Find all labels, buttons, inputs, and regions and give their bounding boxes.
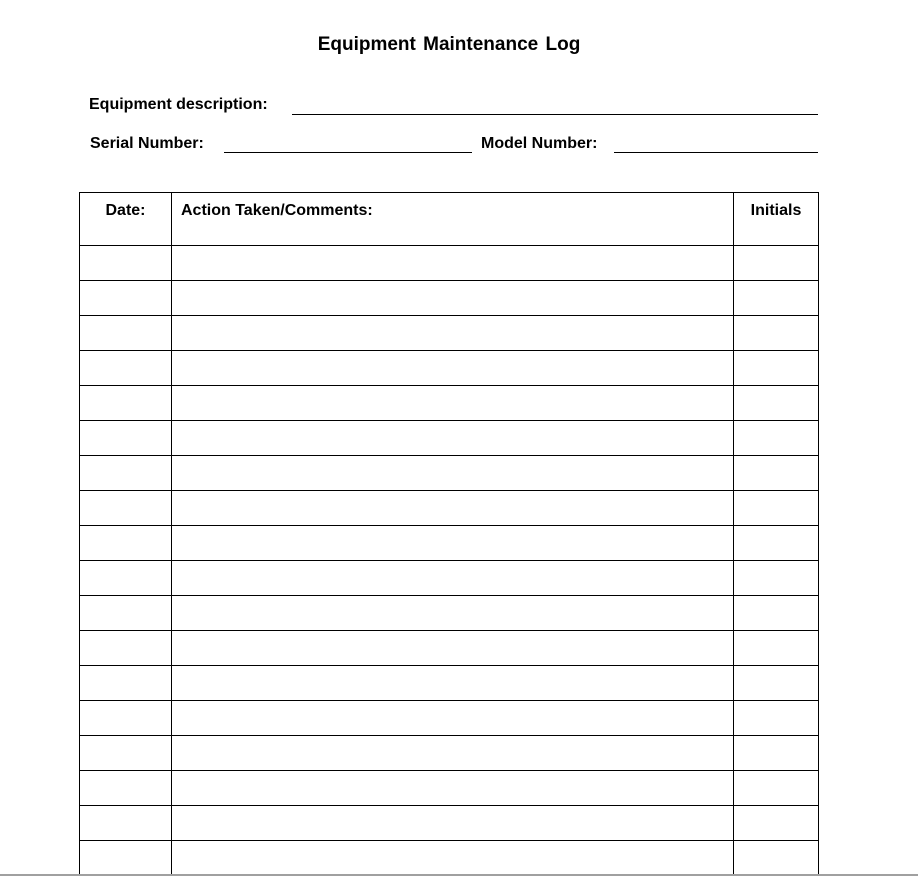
initials-cell[interactable] bbox=[734, 561, 819, 596]
initials-cell[interactable] bbox=[734, 596, 819, 631]
date-column-header: Date: bbox=[80, 193, 172, 246]
initials-cell[interactable] bbox=[734, 316, 819, 351]
action-cell[interactable] bbox=[172, 316, 734, 351]
initials-cell[interactable] bbox=[734, 421, 819, 456]
model-number-label: Model Number: bbox=[481, 135, 598, 152]
initials-cell[interactable] bbox=[734, 526, 819, 561]
initials-cell[interactable] bbox=[734, 281, 819, 316]
date-cell[interactable] bbox=[80, 736, 172, 771]
date-cell[interactable] bbox=[80, 561, 172, 596]
date-cell[interactable] bbox=[80, 806, 172, 841]
action-cell[interactable] bbox=[172, 771, 734, 806]
initials-cell[interactable] bbox=[734, 701, 819, 736]
initials-cell[interactable] bbox=[734, 631, 819, 666]
action-cell[interactable] bbox=[172, 386, 734, 421]
initials-cell[interactable] bbox=[734, 806, 819, 841]
action-cell[interactable] bbox=[172, 701, 734, 736]
action-cell[interactable] bbox=[172, 736, 734, 771]
initials-cell[interactable] bbox=[734, 351, 819, 386]
date-cell[interactable] bbox=[80, 351, 172, 386]
table-row bbox=[80, 456, 819, 491]
date-cell[interactable] bbox=[80, 666, 172, 701]
action-column-header: Action Taken/Comments: bbox=[172, 193, 734, 246]
table-row bbox=[80, 701, 819, 736]
action-cell[interactable] bbox=[172, 246, 734, 281]
table-row bbox=[80, 386, 819, 421]
action-cell[interactable] bbox=[172, 806, 734, 841]
table-header-row bbox=[80, 193, 819, 246]
equipment-description-field[interactable] bbox=[292, 114, 818, 115]
action-cell[interactable] bbox=[172, 561, 734, 596]
date-cell[interactable] bbox=[80, 281, 172, 316]
initials-cell[interactable] bbox=[734, 246, 819, 281]
date-cell[interactable] bbox=[80, 421, 172, 456]
table-row bbox=[80, 421, 819, 456]
table-row bbox=[80, 246, 819, 281]
log-table-body bbox=[80, 246, 819, 876]
initials-cell[interactable] bbox=[734, 456, 819, 491]
table-row bbox=[80, 666, 819, 701]
action-cell[interactable] bbox=[172, 631, 734, 666]
date-cell[interactable] bbox=[80, 701, 172, 736]
action-cell[interactable] bbox=[172, 491, 734, 526]
table-row bbox=[80, 526, 819, 561]
table-row bbox=[80, 806, 819, 841]
date-cell[interactable] bbox=[80, 526, 172, 561]
date-cell[interactable] bbox=[80, 246, 172, 281]
date-cell[interactable] bbox=[80, 456, 172, 491]
table-row bbox=[80, 771, 819, 806]
equipment-description-label: Equipment description: bbox=[89, 96, 268, 113]
action-cell[interactable] bbox=[172, 666, 734, 701]
action-cell[interactable] bbox=[172, 456, 734, 491]
table-row bbox=[80, 631, 819, 666]
initials-cell[interactable] bbox=[734, 841, 819, 876]
action-cell[interactable] bbox=[172, 841, 734, 876]
initials-cell[interactable] bbox=[734, 666, 819, 701]
initials-cell[interactable] bbox=[734, 386, 819, 421]
action-cell[interactable] bbox=[172, 421, 734, 456]
initials-cell[interactable] bbox=[734, 491, 819, 526]
date-cell[interactable] bbox=[80, 491, 172, 526]
table-row bbox=[80, 491, 819, 526]
table-row bbox=[80, 316, 819, 351]
initials-cell[interactable] bbox=[734, 736, 819, 771]
action-cell[interactable] bbox=[172, 351, 734, 386]
date-cell[interactable] bbox=[80, 841, 172, 876]
table-row bbox=[80, 736, 819, 771]
date-cell[interactable] bbox=[80, 386, 172, 421]
date-cell[interactable] bbox=[80, 631, 172, 666]
table-row bbox=[80, 596, 819, 631]
serial-number-field[interactable] bbox=[224, 152, 472, 153]
date-cell[interactable] bbox=[80, 316, 172, 351]
table-row bbox=[80, 281, 819, 316]
action-cell[interactable] bbox=[172, 596, 734, 631]
page-bottom-edge bbox=[0, 874, 918, 876]
table-row bbox=[80, 561, 819, 596]
action-cell[interactable] bbox=[172, 526, 734, 561]
table-row bbox=[80, 351, 819, 386]
page-title: Equipment Maintenance Log bbox=[317, 34, 581, 55]
model-number-field[interactable] bbox=[614, 152, 818, 153]
table-row bbox=[80, 841, 819, 876]
initials-cell[interactable] bbox=[734, 771, 819, 806]
date-cell[interactable] bbox=[80, 771, 172, 806]
initials-column-header: Initials bbox=[734, 193, 819, 246]
date-cell[interactable] bbox=[80, 596, 172, 631]
maintenance-log-table bbox=[79, 192, 819, 876]
serial-number-label: Serial Number: bbox=[90, 135, 204, 152]
action-cell[interactable] bbox=[172, 281, 734, 316]
